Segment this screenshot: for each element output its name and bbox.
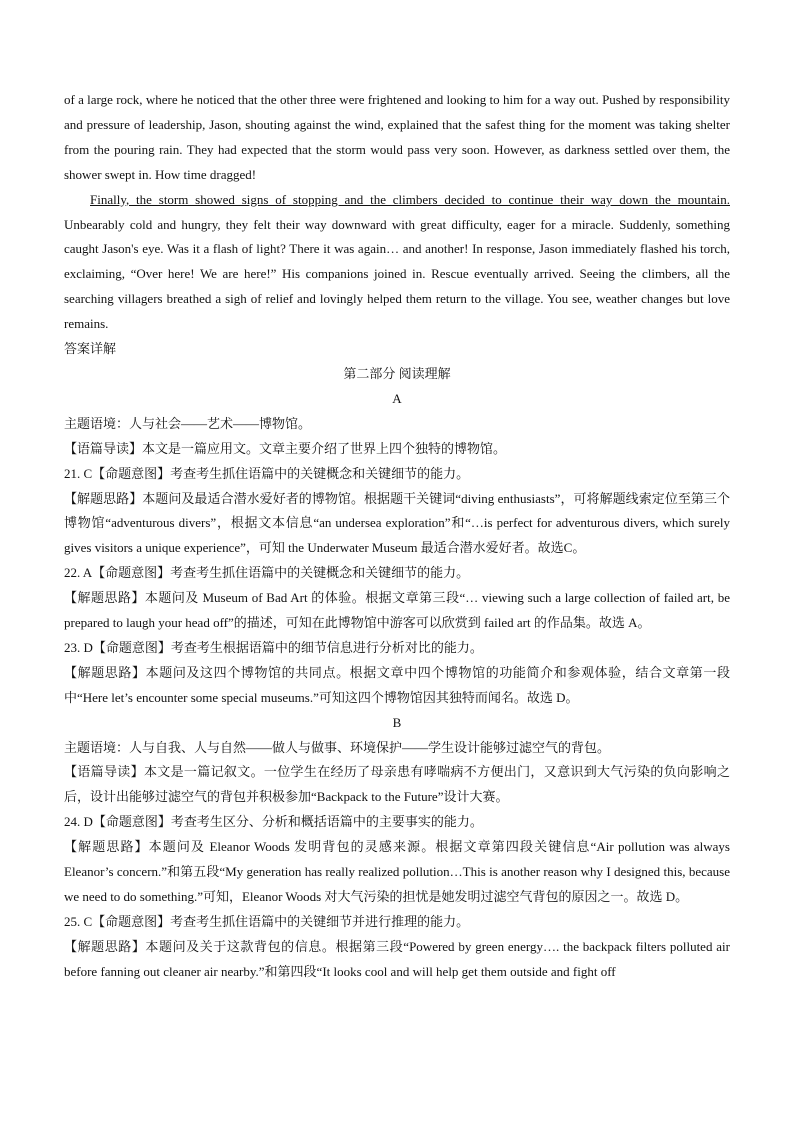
q24-intent: 24. D【命题意图】考查考生区分、分析和概括语篇中的主要事实的能力。 — [64, 814, 483, 830]
q23-reason: 【解题思路】本题问及这四个博物馆的共同点。根据文章中四个博物馆的功能简介和参观体验，结合文章第一段中“Here let’s encounter some special museums.”可知这四个博物馆因其独特而闻名。故选 D。 — [64, 664, 730, 705]
paragraph-2-rest: Unbearably cold and hungry, they felt their way downward with great difficulty, eager for a miracle. Suddenly, something caught Jason's eye. Was it a flash of light? There it was again… and another! In response, Jason immediately flashed his torch, exclaiming, “Over here! We are here!” His companions joined in. Rescue eventually arrived. Seeing the climbers, all the searching villagers breathed a sigh of relief and lovingly helped them return to the village. You see, weather changes but love remains. — [64, 216, 730, 332]
section-a-guide: 【语篇导读】本文是一篇应用文。文章主要介绍了世界上四个独特的博物馆。 — [64, 440, 507, 456]
q21-reason: 【解题思路】本题问及最适合潜水爱好者的博物馆。根据题干关键词“diving enthusiasts”，可将解题线索定位至第三个博物馆“adventurous divers”，根据文本信息“an undersea exploration”和“…is perfect for adventurous divers, which surely gives visitors a unique experience”，可知 the Underwater Museum 最适合潜水爱好者。故选C。 — [64, 490, 730, 556]
q23-intent: 23. D【命题意图】考查考生根据语篇中的细节信息进行分析对比的能力。 — [64, 639, 483, 655]
q21-intent: 21. C【命题意图】考查考生抓住语篇中的关键概念和关键细节的能力。 — [64, 465, 470, 481]
q25-intent: 25. C【命题意图】考查考生抓住语篇中的关键细节并进行推理的能力。 — [64, 913, 470, 929]
section-b-letter: B — [392, 714, 402, 730]
section-b-theme: 主题语境：人与自我、人与自然——做人与做事、环境保护——学生设计能够过滤空气的背包。 — [64, 739, 611, 755]
section-a-letter: A — [392, 390, 402, 406]
q24-reason: 【解题思路】本题问及 Eleanor Woods 发明背包的灵感来源。根据文章第四段关键信息“Air pollution was always Eleanor’s concern.”和第五段“My generation has really realized pollution…This is another reason why I designed this, because we need to do something.”可知，Eleanor Woods 对大气污染的担忧是她发明过滤空气背包的原因之一。故选 D。 — [64, 839, 730, 904]
answers-heading: 答案详解 — [64, 341, 117, 357]
q22-reason: 【解题思路】本题问及 Museum of Bad Art 的体验。根据文章第三段“… viewing such a large collection of failed art, be prepared to laugh your head off”的描述，可知在此博物馆中游客可以欣赏到 failed art 的作品集。故选 A。 — [64, 590, 730, 631]
passage-paragraph-2 — [64, 188, 730, 337]
passage-paragraph-1: of a large rock, where he noticed that the other three were frightened and looking to him for a way out. Pushed by responsibility and pressure of leadership, Jason, shouting against the wind, explained that the safest thing for the moment was taking shelter from the pouring rain. They had expected that the storm would pass very soon. However, as darkness settled over them, the shower swept in. How time dragged! — [64, 92, 730, 182]
section-a-theme: 主题语境：人与社会——艺术——博物馆。 — [64, 415, 312, 431]
section-b-guide: 【语篇导读】本文是一篇记叙文。一位学生在经历了母亲患有哮喘病不方便出门，又意识到大气污染的负向影响之后，设计出能够过滤空气的背包并积极参加“Backpack to the Future”设计大赛。 — [64, 764, 730, 805]
document-page — [64, 88, 730, 985]
underlined-sentence: Finally, the storm showed signs of stopping and the climbers decided to continue their way down the mountain. — [90, 191, 730, 207]
q22-intent: 22. A【命题意图】考查考生抓住语篇中的关键概念和关键细节的能力。 — [64, 565, 470, 581]
part-title: 第二部分 阅读理解 — [343, 365, 451, 381]
q25-reason: 【解题思路】本题问及关于这款背包的信息。根据第三段“Powered by green energy…. the backpack filters polluted air before fanning out cleaner air nearby.”和第四段“It looks cool and will help get them outside and fight off — [64, 938, 730, 979]
